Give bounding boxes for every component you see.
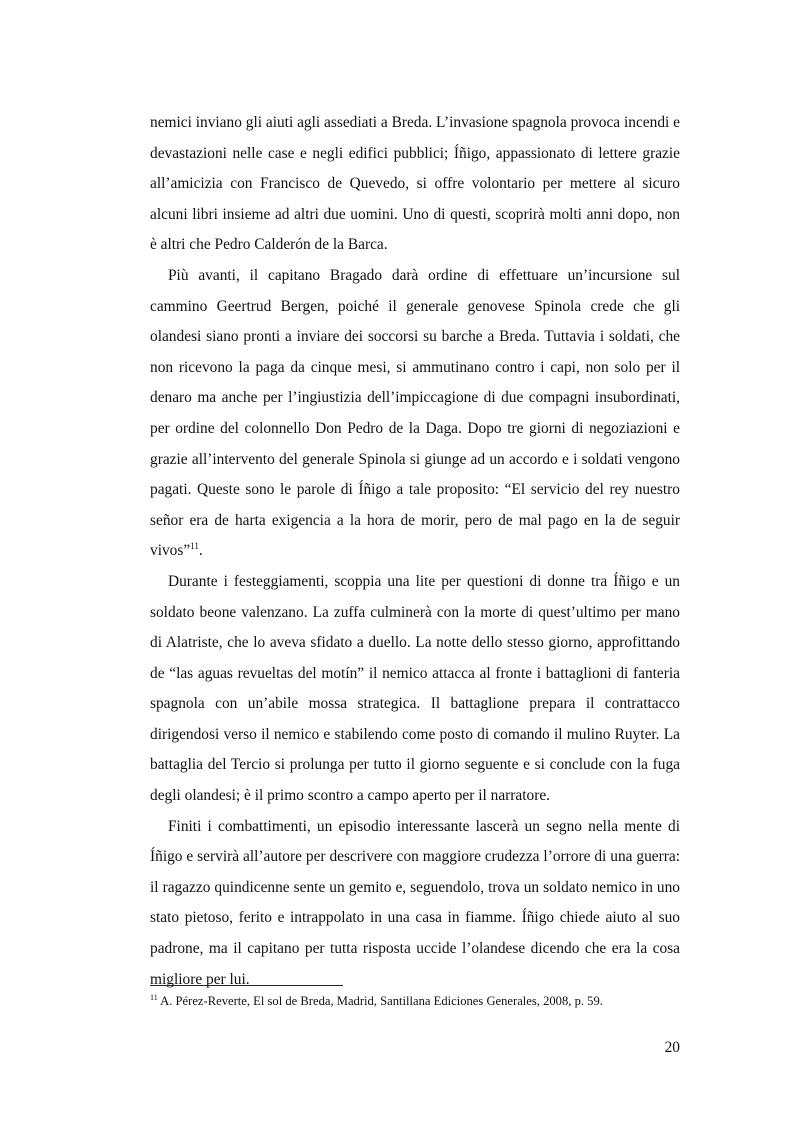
page-number: 20: [664, 1039, 680, 1056]
footnote-number: 11: [150, 993, 158, 1002]
paragraph-text: Più avanti, il capitano Bragado darà ordine di effettuare un’incursione sul cammino Geertrud Bergen, poiché il generale genovese Spinola crede che gli olandesi siano pronti a inviare dei soccorsi su barche a Breda. Tuttavia i soldati, che non ricevono la paga da cinque mesi, si ammutinano contro i capi, non solo per il denaro ma anche per l’ingiustizia dell’impiccagione di due compagni insubordinati, per ordine del colonnello Don Pedro de la Daga. Dopo tre giorni di negoziazioni e grazie all’intervento del generale Spinola si giunge ad un accordo e i soldati vengono pagati. Queste sono le parole di Íñigo a tale proposito: “El servicio del rey nuestro señor era de harta exigencia a la hora de morir, pero de mal pago en la de seguir vivos”: [150, 266, 680, 560]
footnote-divider: [150, 985, 343, 986]
footnote-text: A. Pérez-Reverte, El sol de Breda, Madrid, Santillana Ediciones Generales, 2008, p. 59.: [157, 994, 603, 1008]
paragraph: [150, 261, 680, 567]
paragraph: Finiti i combattimenti, un episodio interessante lascerà un segno nella mente di Íñigo e servirà all’autore per descrivere con maggiore crudezza l’orrore di una guerra: il ragazzo quindicenne sente un gemito e, seguendolo, trova un soldato nemico in uno stato pietoso, ferito e intrappolato in una casa in fiamme. Íñigo chiede aiuto al suo padrone, ma il capitano per tutta risposta uccide l’olandese dicendo che era la cosa migliore per lui.: [150, 817, 680, 988]
paragraph: Durante i festeggiamenti, scoppia una lite per questioni di donne tra Íñigo e un soldato beone valenzano. La zuffa culminerà con la morte di quest’ultimo per mano di Alatriste, che lo aveva sfidato a duello. La notte dello stesso giorno, approfittando de “las aguas revueltas del motín” il nemico attacca al fronte i battaglioni di fanteria spagnola con un’abile mossa strategica. Il battaglione prepara il contrattacco dirigendosi verso il nemico e stabilendo come posto di comando il mulino Ruyter. La battaglia del Tercio si prolunga per tutto il giorno seguente e si conclude con la fuga degli olandesi; è il primo scontro a campo aperto per il narratore.: [150, 572, 680, 805]
paragraph-end: .: [198, 542, 203, 560]
footnote-reference[interactable]: 11: [190, 541, 199, 552]
footnote: [150, 993, 710, 1009]
main-text: [150, 108, 680, 995]
paragraph: nemici inviano gli aiuti agli assediati a Breda. L’invasione spagnola provoca incendi e devastazioni nelle case e negli edifici pubblici; Íñigo, appassionato di lettere grazie all’amicizia con Francisco de Quevedo, si offre volontario per mettere al sicuro alcuni libri insieme ad altri due uomini. Uno di questi, scoprirà molti anni dopo, non è altri che Pedro Calderón de la Barca.: [150, 114, 680, 254]
